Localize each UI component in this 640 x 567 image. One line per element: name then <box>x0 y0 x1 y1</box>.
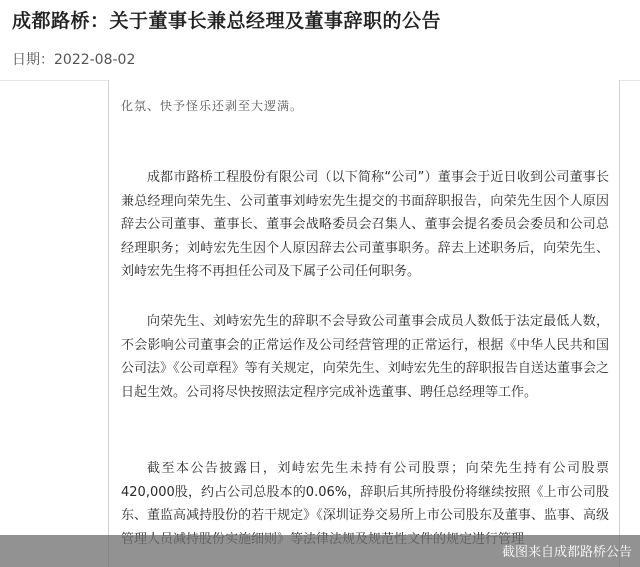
announcement-screenshot <box>108 80 620 567</box>
paragraph-impact: 向荣先生、刘峙宏先生的辞职不会导致公司董事会成员人数低于法定最低人数，不会影响公司董事会的正常运作及公司经营管理的正常运行，根据《中华人民共和国公司法》《公司章程》等有关规定，向荣先生、刘峙宏先生的辞职报告自送达董事会之日起生效。公司将尽快按照法定程序完成补选董事、聘任总经理等工作。 <box>121 314 609 400</box>
paragraph-shareholding: 截至本公告披露日，刘峙宏先生未持有公司股票；向荣先生持有公司股票420,000股，约占公司总股本的0.06%，辞职后其所持股份将继续按照《上市公司股东、董监高减持股份的若干规定》《深圳证券交易所上市公司股东及董事、监事、高级 <box>121 461 609 524</box>
image-caption: 截图来自成都路桥公告 <box>501 545 632 560</box>
paragraph-resignation: 成都市路桥工程股份有限公司（以下简称“公司”）董事会于近日收到公司董事长兼总经理向荣先生、公司董事刘峙宏先生提交的书面辞职报告，向荣先生因个人原因辞去公司董事、董事长、董事会战略委员会召集人、董事会提名委员会委员和公司总经理职务；刘峙宏先生因个人原因辞去公司董事职务。辞去上述职务后，向荣先生、刘峙宏先生将不再担任公司及下属子公司任何职务。 <box>121 170 609 280</box>
page-title: 成都路桥：关于董事长兼总经理及董事辞职的公告 <box>12 10 442 32</box>
faded-text-line: 化氛、快予怪乐还剥至大逻满。 <box>121 99 304 113</box>
publish-date: 日期：2022-08-02 <box>12 52 136 68</box>
